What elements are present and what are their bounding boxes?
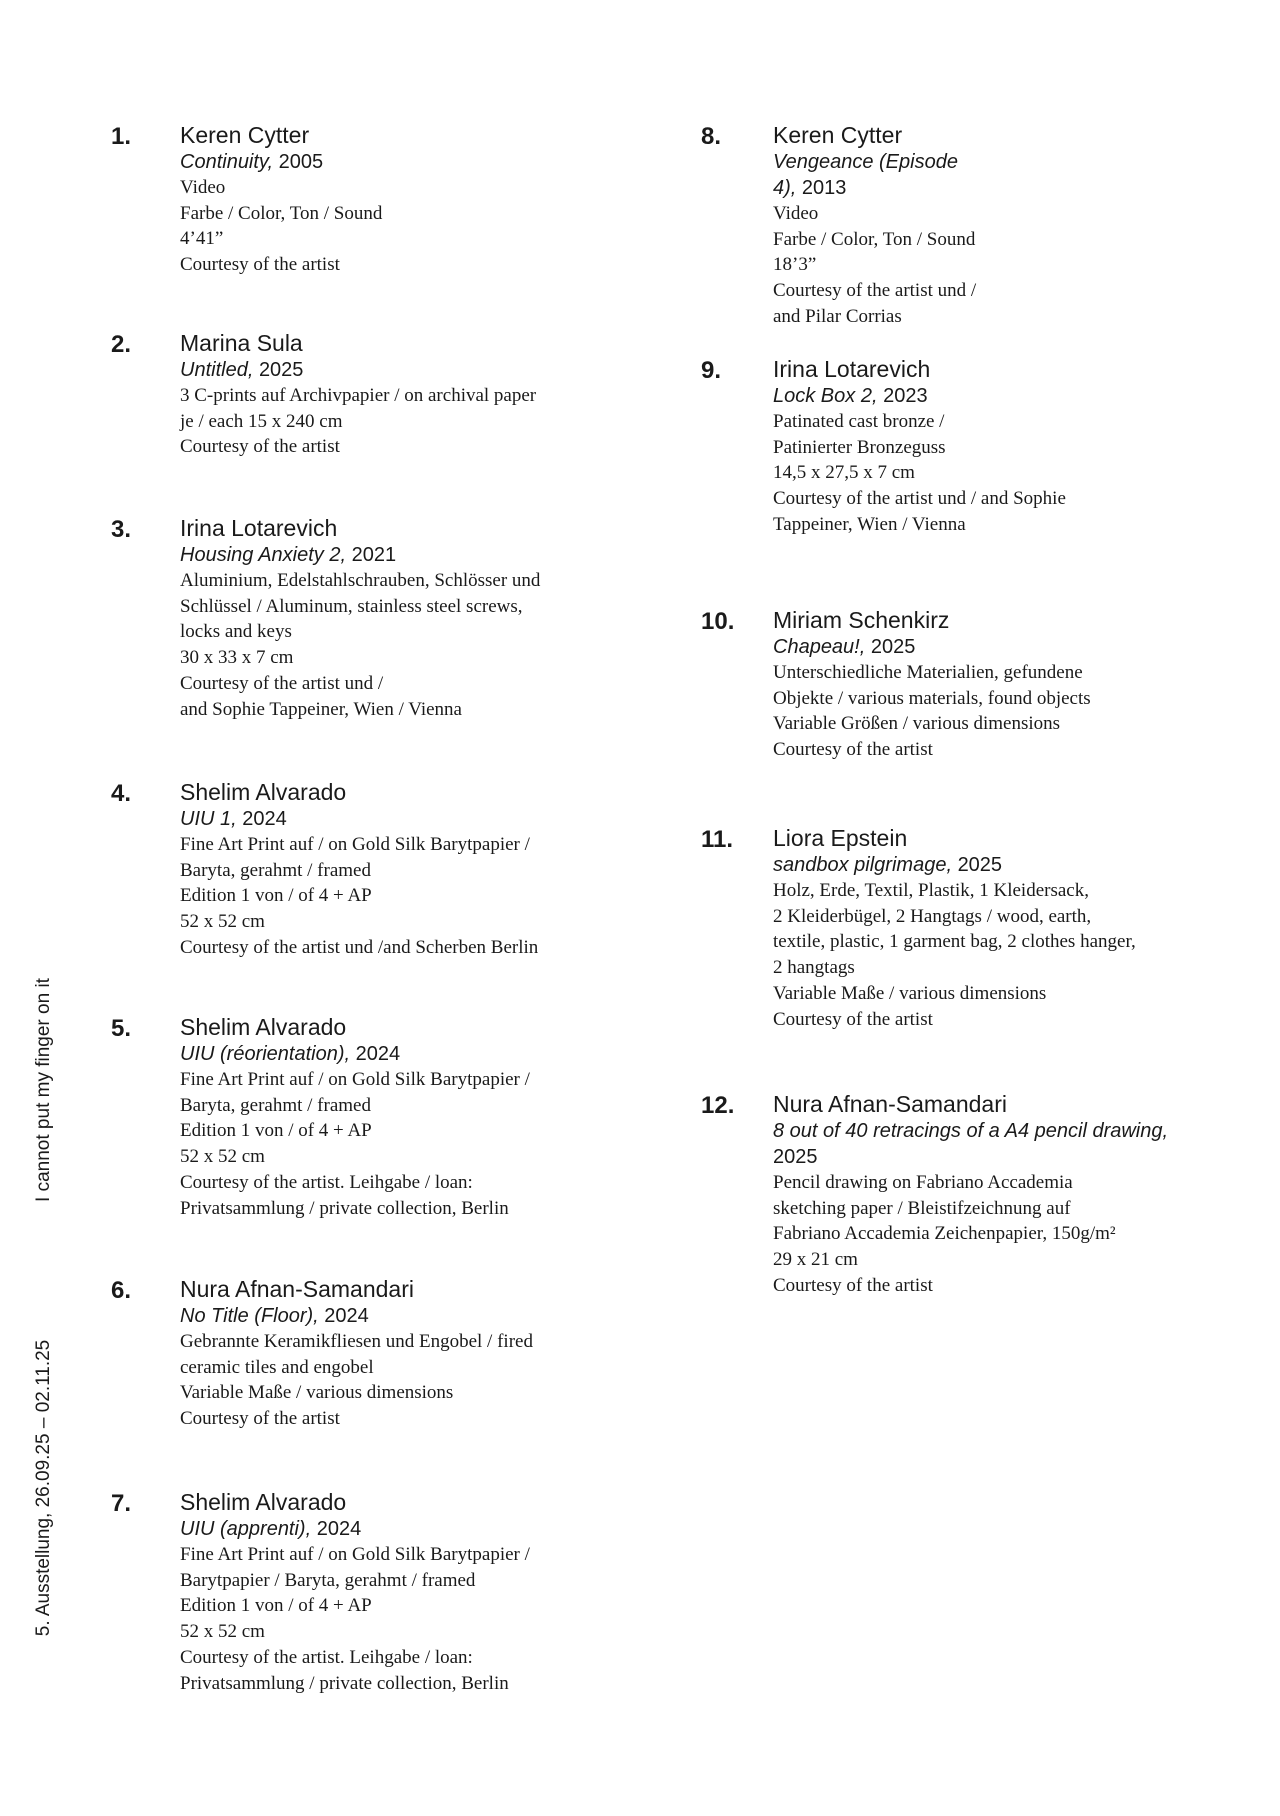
detail-line: Farbe / Color, Ton / Sound [180,202,383,224]
artist-name: Shelim Alvarado [180,1489,347,1515]
detail-line: Aluminium, Edelstahlschrauben, Schlösser und [180,570,541,591]
work-year: 2025 [258,359,304,381]
detail-line: Patinierter Bronzeguss [773,436,946,458]
detail-line: Holz, Erde, Textil, Plastik, 1 Kleidersack, [773,880,1089,901]
entry-number: 1. [111,123,132,150]
work-year: 2025 [870,636,916,658]
entry-number: 12. [701,1092,735,1119]
title-line [180,1041,530,1067]
artist-name: Keren Cytter [773,122,903,148]
work-title: No Title (Floor), [180,1305,319,1327]
work-year: 2025 [773,1146,818,1168]
artist-name: Keren Cytter [180,122,310,148]
detail-line: 2 Kleiderbügel, 2 Hangtags / wood, earth, [773,905,1092,927]
detail-line: locks and keys [180,621,292,643]
detail-line: Courtesy of the artist. Leihgabe / loan: [180,1171,473,1193]
detail-line: and Pilar Corrias [773,305,902,327]
detail-line: Courtesy of the artist [773,739,933,761]
work-year: 2024 [324,1305,369,1327]
detail-line: textile, plastic, 1 garment bag, 2 clothes hanger, [773,931,1136,953]
work-year: 2021 [351,544,397,566]
detail-line: Barytpapier / Baryta, gerahmt / framed [180,1569,476,1591]
detail-line: Schlüssel / Aluminum, stainless steel screws, [180,595,523,617]
detail-line: Pencil drawing on Fabriano Accademia [773,1172,1073,1193]
work-title: Housing Anxiety 2, [180,544,347,566]
detail-line: Courtesy of the artist [180,1408,340,1430]
work-title: 8 out of 40 retracings of a A4 pencil drawing, [773,1120,1169,1142]
artist-name: Nura Afnan-Samandari [773,1091,1007,1117]
work-year: 2005 [278,151,324,173]
detail-line: Unterschiedliche Materialien, gefundene [773,662,1083,683]
detail-line: 14,5 x 27,5 x 7 cm [773,462,915,484]
entry-number: 10. [701,608,735,635]
work-title: UIU 1, [180,808,237,830]
detail-line: Edition 1 von / of 4 + AP [180,1595,372,1617]
work-year: 2023 [883,385,928,407]
artist-name: Miriam Schenkirz [773,607,950,633]
artist-name: Shelim Alvarado [180,1014,347,1040]
entry-number: 8. [701,123,722,150]
detail-line: Courtesy of the artist [773,1274,933,1296]
work-title: UIU (réorientation), [180,1043,351,1065]
detail-line: Fine Art Print auf / on Gold Silk Barytpapier / [180,834,530,855]
title-line [180,357,536,383]
detail-line: Baryta, gerahmt / framed [180,859,371,881]
work-title: Chapeau!, [773,636,866,658]
detail-line: Variable Maße / various dimensions [773,982,1047,1004]
detail-line: Courtesy of the artist und /and Scherben Berlin [180,936,539,958]
title-line [773,149,976,201]
title-line [180,806,538,832]
entry-number: 2. [111,331,132,358]
entry-number: 4. [111,780,132,807]
detail-line: 52 x 52 cm [180,1146,265,1168]
detail-line: Tappeiner, Wien / Vienna [773,513,966,535]
entry-number: 6. [111,1277,132,1304]
artist-name: Irina Lotarevich [180,515,338,541]
work-title: sandbox pilgrimage, [773,854,952,876]
detail-line: Variable Größen / various dimensions [773,713,1061,735]
detail-line: Courtesy of the artist [180,436,340,458]
detail-line: 52 x 52 cm [180,911,265,933]
work-title: Continuity, [180,151,274,173]
title-line [180,542,540,568]
work-title: Untitled, [180,359,254,381]
detail-line: Farbe / Color, Ton / Sound [773,228,976,250]
detail-line: Baryta, gerahmt / framed [180,1094,371,1116]
work-title: Vengeance (Episode 4), [773,151,958,199]
detail-line: Fine Art Print auf / on Gold Silk Barytpapier / [180,1544,530,1565]
detail-line: sketching paper / Bleistifzeichnung auf [773,1197,1071,1219]
detail-line: 30 x 33 x 7 cm [180,647,294,669]
detail-line: Privatsammlung / private collection, Berlin [180,1197,509,1219]
detail-line: Courtesy of the artist [180,254,340,276]
detail-line: Privatsammlung / private collection, Berlin [180,1672,509,1694]
artist-name: Nura Afnan-Samandari [180,1276,414,1302]
detail-line: Courtesy of the artist und / [773,280,977,302]
detail-line: 3 C-prints auf Archivpapier / on archival paper [180,385,537,406]
work-title: Lock Box 2, [773,385,878,407]
detail-line: Courtesy of the artist und / [180,672,384,694]
entry-number: 11. [701,826,734,853]
entry-number: 5. [111,1015,132,1042]
detail-line: Objekte / various materials, found objects [773,687,1091,709]
detail-line: and Sophie Tappeiner, Wien / Vienna [180,698,462,720]
detail-line: Courtesy of the artist. Leihgabe / loan: [180,1646,473,1668]
detail-line: ceramic tiles and engobel [180,1356,374,1378]
entry-number: 7. [111,1490,132,1517]
work-year: 2013 [801,177,847,199]
detail-line: 4’41” [180,228,224,250]
detail-line: Video [773,203,819,224]
entry-number: 3. [111,516,132,543]
title-line [773,1118,1193,1170]
artist-name: Irina Lotarevich [773,356,931,382]
work-year: 2024 [316,1518,362,1540]
detail-line: 52 x 52 cm [180,1621,265,1643]
title-line [773,852,1136,878]
detail-line: Edition 1 von / of 4 + AP [180,1120,372,1142]
detail-line: Edition 1 von / of 4 + AP [180,885,372,907]
work-year: 2024 [242,808,287,830]
detail-line: Fine Art Print auf / on Gold Silk Barytpapier / [180,1069,530,1090]
work-year: 2025 [957,854,1003,876]
exhibition-title-vertical: I cannot put my finger on it [33,978,54,1202]
detail-line: Video [180,177,226,198]
detail-line: Courtesy of the artist [773,1008,933,1030]
detail-line: Gebrannte Keramikfliesen und Engobel / fired [180,1331,533,1352]
detail-line: 18’3” [773,254,817,276]
exhibition-dates-vertical: 5. Ausstellung, 26.09.25 – 02.11.25 [33,1339,54,1637]
artist-name: Marina Sula [180,330,303,356]
detail-line: Patinated cast bronze / [773,411,945,432]
title-line [773,383,1066,409]
detail-line: Variable Maße / various dimensions [180,1382,454,1404]
entry-number: 9. [701,357,722,384]
detail-line: 29 x 21 cm [773,1249,858,1271]
detail-line: je / each 15 x 240 cm [180,410,343,432]
title-line [180,1303,533,1329]
artist-name: Liora Epstein [773,825,908,851]
work-title: UIU (apprenti), [180,1518,312,1540]
work-year: 2024 [355,1043,401,1065]
detail-line: Courtesy of the artist und / and Sophie [773,488,1066,510]
detail-line: 2 hangtags [773,957,855,979]
title-line [180,1516,530,1542]
detail-line: Fabriano Accademia Zeichenpapier, 150g/m² [773,1223,1116,1245]
artist-name: Shelim Alvarado [180,779,347,805]
title-line [180,149,382,175]
title-line [773,634,1091,660]
